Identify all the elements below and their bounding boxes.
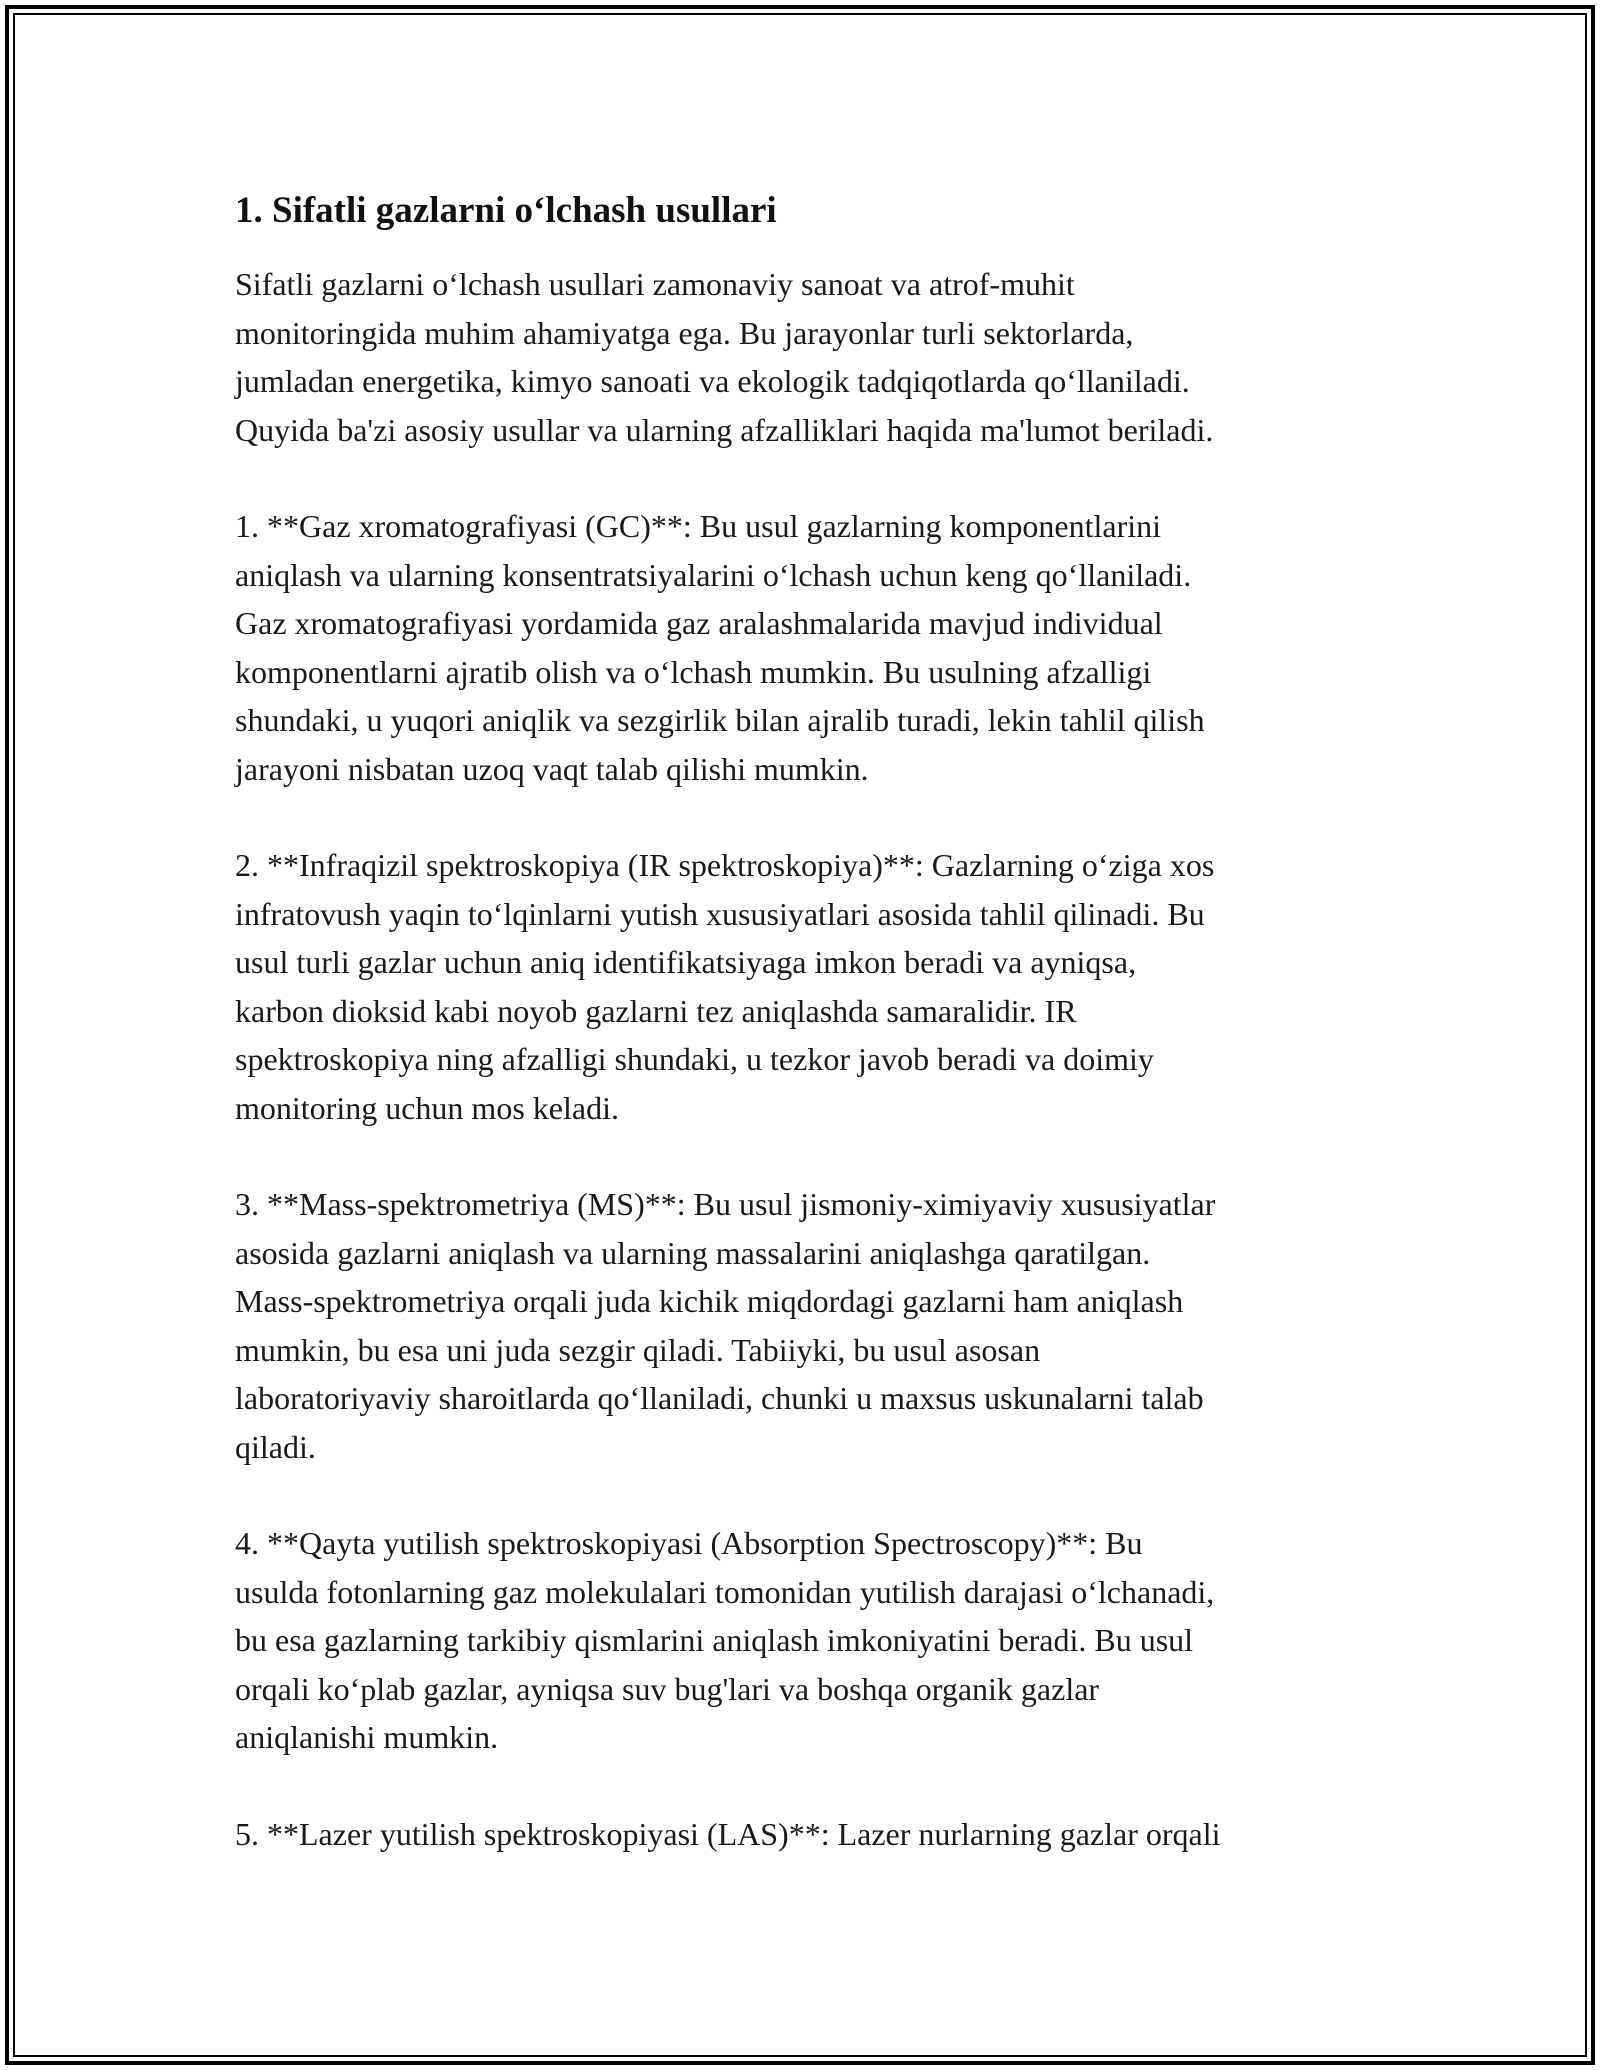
paragraph-absorption-spectroscopy: 4. **Qayta yutilish spektroskopiyasi (Absorption Spectroscopy)**: Bu usulda fotonlarning gaz molekulalari tomonidan yutilish darajasi o‘lchanadi, bu esa gazlarning tarkibiy qismlarini aniqlash imkoniyatini beradi. Bu usul orqali ko‘plab gazlar, ayniqsa suv bug'lari va boshqa organik gazlar aniqlanishi mumkin. <box>235 1525 1215 1755</box>
section-heading: 1. Sifatli gazlarni o‘lchash usullari <box>235 190 777 231</box>
paragraph-infrared-spectroscopy: 2. **Infraqizil spektroskopiya (IR spektroskopiya)**: Gazlarning o‘ziga xos infratovush yaqin to‘lqinlarni yutish xususiyatlari asosida tahlil qilinadi. Bu usul turli gazlar uchun aniq identifikatsiyaga imkon beradi va ayniqsa, karbon dioksid kabi noyob gazlarni tez aniqlashda samaralidir. IR spektroskopiya ning afzalligi shundaki, u tezkor javob beradi va doimiy monitoring uchun mos keladi. <box>235 847 1215 1126</box>
paragraph-mass-spectrometry: 3. **Mass-spektrometriya (MS)**: Bu usul jismoniy-ximiyaviy xususiyatlar asosida gazlarni aniqlash va ularning massalarini aniqlashga qaratilgan. Mass-spektrometriya orqali juda kichik miqdordagi gazlarni ham aniqlash mumkin, bu esa uni juda sezgir qiladi. Tabiiyki, bu usul asosan laboratoriyaviy sharoitlarda qo‘llaniladi, chunki u maxsus uskunalarni talab qiladi. <box>235 1186 1216 1465</box>
intro-paragraph: Sifatli gazlarni o‘lchash usullari zamonaviy sanoat va atrof-muhit monitoringida muhim ahamiyatga ega. Bu jarayonlar turli sektorlarda, jumladan energetika, kimyo sanoati va ekologik tadqiqotlarda qo‘llaniladi. Quyida ba'zi asosiy usullar va ularning afzalliklari haqida ma'lumot beriladi. <box>235 266 1214 448</box>
paragraph-gas-chromatography: 1. **Gaz xromatografiyasi (GC)**: Bu usul gazlarning komponentlarini aniqlash va ularning konsentratsiyalarini o‘lchash uchun keng qo‘llaniladi. Gaz xromatografiyasi yordamida gaz aralashmalarida mavjud individual komponentlarni ajratib olish va o‘lchash mumkin. Bu usulning afzalligi shundaki, u yuqori aniqlik va sezgirlik bilan ajralib turadi, lekin tahlil qilish jarayoni nisbatan uzoq vaqt talab qilishi mumkin. <box>235 508 1205 787</box>
document-body <box>235 186 1415 1906</box>
paragraph-laser-absorption-spectroscopy: 5. **Lazer yutilish spektroskopiyasi (LAS)**: Lazer nurlarning gazlar orqali <box>235 1815 1221 1852</box>
